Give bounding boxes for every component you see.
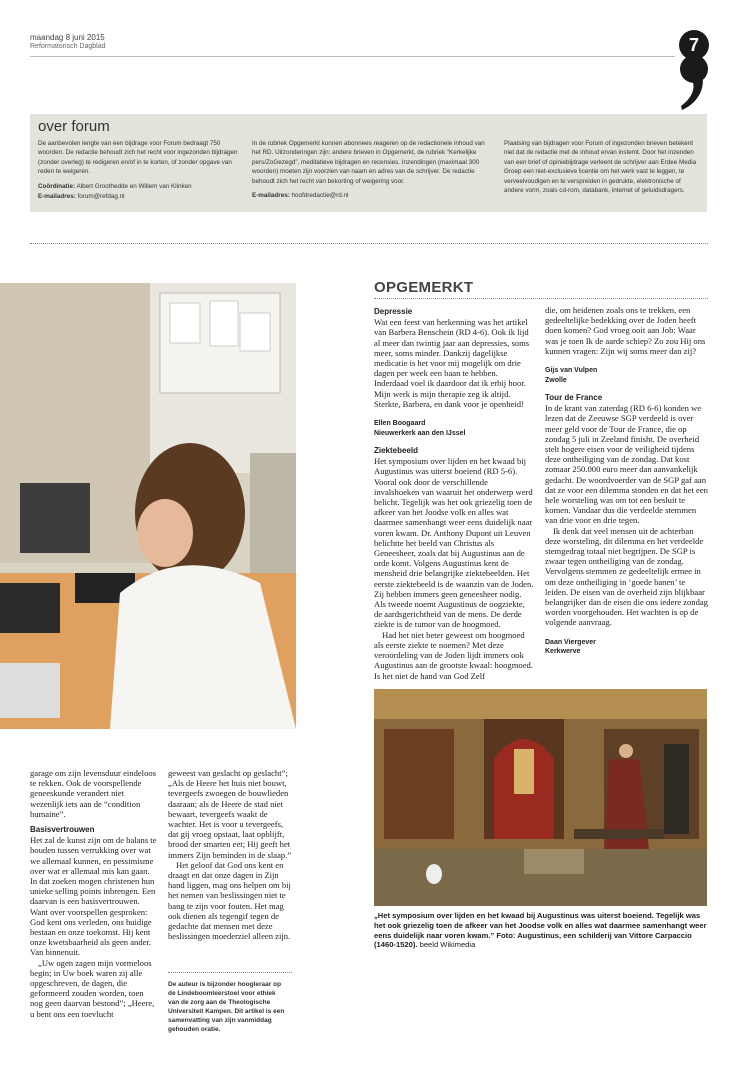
section-divider bbox=[30, 243, 708, 244]
letter-1-place: Nieuwerkerk aan den IJssel bbox=[374, 429, 466, 437]
page-number-badge: 7 bbox=[679, 30, 709, 60]
office-worker-photo bbox=[0, 283, 296, 729]
left-col1-p1: garage om zijn levensduur eindeloos te rekken. Ook de voorspellende geneeskunde verandert niet wezenlijk iets aan de “condition humaine”. bbox=[30, 768, 157, 819]
letter-1-title: Depressie bbox=[374, 307, 413, 316]
opgemerkt-divider bbox=[374, 298, 708, 299]
left-col2-p1: geweest van geslacht op geslacht”; „Als de Heere het huis niet bouwt, tevergeefs zwoegen de bouwlieden daaraan; als de Heere de stad niet bewaart, tevergeefs waakt de wachter. Het is voor u tevergeefs, dat gij vroeg opstaat, laat opblijft, brood der smarten eet; Hij geeft het immers Zijn beminden in de slaap.” bbox=[168, 768, 292, 860]
forum-title: over forum bbox=[38, 118, 110, 135]
left-col1-subheading: Basisvertrouwen bbox=[30, 825, 95, 835]
left-article-col-2 bbox=[168, 768, 292, 941]
letter-2-name: Gijs van Vulpen bbox=[545, 367, 598, 375]
carpaccio-painting-image bbox=[374, 689, 707, 906]
left-col1-p2: Het zal de kunst zijn om de balans te houden tussen verrukking over wat we allemaal kunnen, en pessimisme over wat er allemaal mis kan gaan. In dat zoeken mogen christenen hun unieke selling points inbrengen. Een daarvan is een basisvertrouwen. Want over voorspellen gesproken: God kent ons verleden, ons huidige bestaan en onze toekomst. Hij kent onze kwetsbaarheid als geen ander. Van binnenuit. bbox=[30, 835, 157, 958]
opgemerkt-col-2 bbox=[545, 305, 708, 657]
letter-2-p2: Had het niet beter geweest om hoogmoed als eerste ziekte te noemen? Met deze veroordeling van de Joden lijdt immers ook Augustinus aan de grootste kwaal: hoogmoed. Is het niet de hand van God Zelf bbox=[374, 629, 533, 681]
forum-coordinatie: Coördinatie: Albert Groothedde en Willem van Klinken bbox=[38, 182, 192, 190]
forum-col-1-text: De aanbevolen lengte van een bijdrage voor Forum bedraagt 750 woorden. De redactie behoudt zich het recht voor ingezonden bijdragen (zonder overleg) te redigeren en/of in te korten, of zonder opgave van reden te weigeren. bbox=[38, 140, 238, 176]
forum-email-1: E-mailadres: forum@refdag.nl bbox=[38, 193, 125, 201]
letter-3-title: Tour de France bbox=[545, 393, 603, 403]
letter-2-p3: die, om heidenen zoals ons te trekken, een gedeeltelijke bedekking over de Joden heeft doen komen? God vroeg ooit aan Job: Waar was je toen Ik de aarde schiep? Zo zou Hij ons kunnen vragen: Zijn wij soms meer dan zij? bbox=[545, 305, 706, 356]
letter-2-place: Zwolle bbox=[545, 376, 567, 384]
author-note-divider bbox=[168, 972, 292, 973]
letter-3-name: Daan Viergever bbox=[545, 638, 596, 646]
comma-logo-icon bbox=[676, 52, 712, 112]
left-col2-p2: Het geloof dat God ons kent en draagt en dat onze dagen in Zijn hand liggen, mag ons helpen om bij het nemen van beslissingen niet te bang te zijn voor fouten. Het mag ook dienen als tegengif tegen de gedachte dat mensen met deze beslissingen moederziel alleen zijn. bbox=[168, 859, 291, 942]
letter-3-p2: Ik denk dat veel mensen uit de achterban deze worsteling, dit dilemma en het verdeelde stemgedrag totaal niet begrijpen. De SGP is zwaar tegen ontheiliging van de zondag. Vervolgens stemmen ze gedeeltelijk ermee in om deze ontheiliging in ‘goede banen’ te leiden. De eisen van de overheid zijn blijkbaar belangrijker dan de eisen die ons iedere zondag worden voorgehouden. Het wachten is op de volgende aanvraag. bbox=[545, 525, 708, 628]
header-date: maandag 8 juni 2015 bbox=[30, 33, 105, 42]
header-paper-name: Reformatorisch Dagblad bbox=[30, 43, 106, 50]
letter-2-title: Ziektebeeld bbox=[374, 446, 419, 456]
letter-2-p1: Het symposium over lijden en het kwaad bij Augustinus was uiterst boeiend (RD 5-6). Vooral ook door de verschillende invalshoeken van waaruit het onderwerp werd belicht. Tegelijk was het ook griezelig toen de afkeer van het Joodse volk en alles wat daarmee samenhangt weer eens duidelijk naar voren kwam. Dr. Anthony Dupont uit Leuven belichtte het beeld van Christus als Geneesheer, zoals dat bij Augustinus aan de orde komt. Volgens Augustinus kent de mensheid drie belangrijke ziektebeelden. Het eerste ziektebeeld is de waanzin van de Joden. Zij hebben immers geen geneesheer nodig. Als tweede noemt Augustinus de oogziekte, de aardsgerichtheid van de mens. De derde ziekte is de tumor van de hoogmoed. bbox=[374, 456, 534, 630]
opgemerkt-col-1 bbox=[374, 305, 534, 681]
letter-3-place: Kerkwerve bbox=[545, 648, 581, 656]
forum-col-3: Plaatsing van bijdragen voor Forum of ingezonden brieven betekent niet dat de redactie met de inhoud ervan instemt. Door het inzenden van een brief of opiniebijdrage verleent de schrijver aan Erdee Media Groep een niet-exclusieve licentie om het werk vast te leggen, te verveelvoudigen en te verspreiden in gedrukte, elektronische of andere vorm, zoals cd-rom, databank, internet of geluidsdragers. bbox=[504, 140, 697, 195]
author-note: De auteur is bijzonder hoogleraar op de Lindeboomleerstoel voor ethiek van de zorg aan de Theologische Universiteit Kampen. Dit artikel is een samenvatting van zijn vanmiddag gehouden oratie. bbox=[168, 981, 285, 1033]
letter-3-p1: In de krant van zaterdag (RD 6-6) konden we lezen dat de Zeeuwse SGP verdeeld is over meer geld voor de Tour de France, die op zondag 5 juli in Zeeland finisht. De overheid stelt hogere eisen voor de veiligheid tijdens deze ontheiliging van de zondag. Dat kost zomaar 250.000 euro meer dan aanvankelijk gedacht. De woordvoerder van de SGP gaf aan dat ze voor een dilemma stonden en dat het een hele worsteling was om tot een besluit te komen. Vandaar dus die verdeelde stemmen van drie voor en drie tegen. bbox=[545, 403, 708, 526]
forum-col-1 bbox=[38, 139, 238, 201]
header-rule bbox=[30, 56, 675, 57]
caption-text: „Het symposium over lijden en het kwaad bij Augustinus was uiterst boeiend. Tegelijk was het ook griezelig toen de afkeer van het Joodse volk en alles wat daarmee samenhangt weer eens duidelijk naar voren kwam.” Foto: Augustinus, een schilderij van Vittore Carpaccio (1460-1520). bbox=[374, 911, 707, 950]
forum-col-2-text: In de rubriek Opgemerkt kunnen abonnees reageren op de redactionele inhoud van het RD. Uitzonderingen zijn: andere brieven in Opgemerkt, de rubriek “Kerkelijke pers/ZoGezegd”, meditatieve bijdragen en recensies. Inzendingen (maximaal 300 woorden) moeten zijn voorzien van naam en adres van de schrijver. De redactie behoudt zich het recht van bekorting of weigering voor. bbox=[252, 140, 485, 185]
opgemerkt-heading: OPGEMERKT bbox=[374, 279, 474, 296]
forum-email-2: E-mailadres: hoofdredactie@rd.nl bbox=[252, 192, 349, 200]
left-col1-p3: „Uw ogen zagen mijn vormeloos begin; in Uw boek waren zij alle opgeschreven, de dagen, die geformeerd zouden worden, toen nog geen daarvan bestond”; „Heere, u bent ons een toevlucht bbox=[30, 957, 155, 1019]
left-article-col-1 bbox=[30, 768, 158, 1019]
forum-col-2 bbox=[252, 139, 490, 200]
caption-credit: beeld Wikimedia bbox=[419, 940, 476, 950]
painting-caption bbox=[374, 911, 708, 950]
letter-1-body: Wat een feest van herkenning was het artikel van Barbera Benschein (RD 4-6). Ook ik lijd al meer dan twintig jaar aan depressies, soms meer, soms minder. Dankzij dagelijkse medicatie is het voor mij mogelijk om drie dagen per week een baan te hebben. Inderdaad voel ik daardoor dat ik erbij hoor. Mijn werk is mijn therapie zeg ik altijd. Sterkte, Barbera, en dank voor je openheid! bbox=[374, 317, 530, 409]
letter-1-name: Ellen Boogaard bbox=[374, 420, 426, 428]
